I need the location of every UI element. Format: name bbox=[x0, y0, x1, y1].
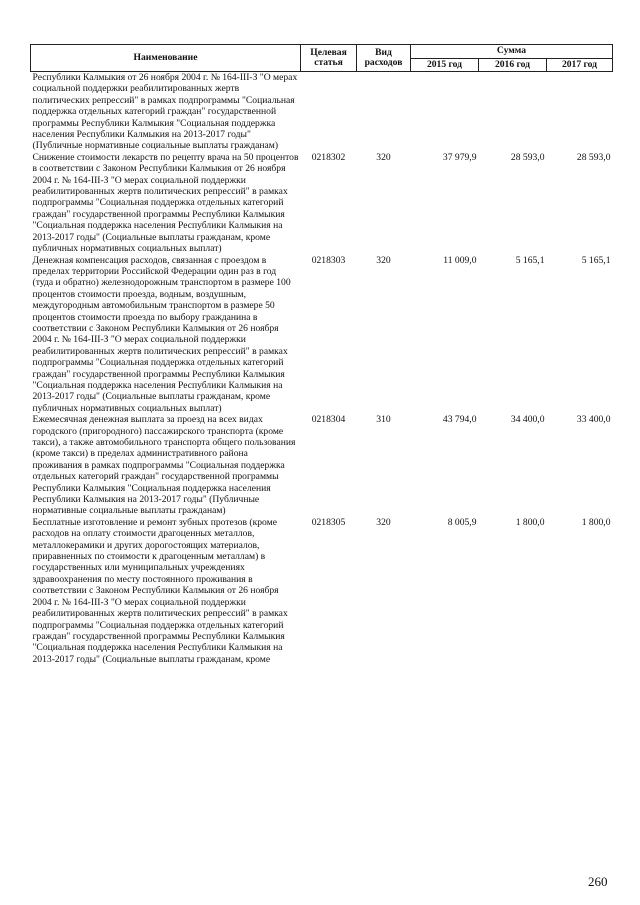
row-sum-2015 bbox=[411, 72, 479, 152]
row-sum-2017: 33 400,0 bbox=[576, 414, 611, 426]
row-expense-kind: 320 bbox=[376, 516, 391, 528]
row-sum-2015: 11 009,0 bbox=[443, 254, 477, 266]
table-row bbox=[31, 517, 613, 665]
row-name: Снижение стоимости лекарств по рецепту врача на 50 процентов в соответствии с Законом Республики Калмыкия от 26 ноября 2004 г. № 164-III-З "О мерах социальной поддержки реабилитированных жертв политических репрессий" в рамках подпрограммы "Социальная поддержка отдельных категорий граждан" государственной программы Республики Калмыкия "Социальная поддержка населения Республики Калмыкия на 2013-2017 годы" (Социальные выплаты гражданам, кроме публичных нормативных социальных выплат) bbox=[32, 151, 299, 255]
row-name: Ежемесячная денежная выплата за проезд на всех видах городского (пригородного) пассажирского транспорта (кроме такси), а также автомобильного транспорта общего пользования (кроме такси) в пределах административного района проживания в рамках подпрограммы "Социальная поддержка отдельных категорий граждан" государственной программы Республики Калмыкия "Социальная поддержка населения Республики Калмыкия на 2013-2017 годы" (Публичные нормативные социальные выплаты гражданам) bbox=[32, 414, 296, 517]
header-year-2017: 2017 год bbox=[547, 58, 613, 72]
row-target-article bbox=[301, 72, 357, 152]
row-sum-2017 bbox=[547, 72, 613, 152]
row-sum-2017: 28 593,0 bbox=[576, 151, 611, 163]
row-sum-2015: 8 005,9 bbox=[447, 516, 477, 528]
table-row bbox=[31, 152, 613, 255]
row-target-article: 0218303 bbox=[311, 254, 346, 266]
row-expense-kind bbox=[357, 72, 411, 152]
table-row bbox=[31, 255, 613, 415]
row-target-article: 0218304 bbox=[311, 414, 346, 426]
row-name: Денежная компенсация расходов, связанная с проездом в пределах территории Российской Федерации один раз в год (туда и обратно) железнодорожным транспортом в размере 100 процентов стоимости проезда, водным, воздушным, междугородным автомобильным транспортом в размере 50 процентов стоимости проезда по выбору гражданина в соответствии с Законом Республики Калмыкия от 26 ноября 2004 г. № 164-III-З "О мерах социальной поддержки реабилитированных жертв политических репрессий" в рамках подпрограммы "Социальная поддержка отдельных категорий граждан" государственной программы Республики Калмыкия "Социальная поддержка населения Республики Калмыкия на 2013-2017 годы" (Социальные выплаты гражданам, кроме публичных нормативных социальных выплат) bbox=[32, 254, 291, 414]
page-number: 260 bbox=[588, 874, 608, 889]
budget-table bbox=[30, 44, 613, 665]
row-name: Бесплатные изготовление и ремонт зубных протезов (кроме расходов на оплату стоимости драгоценных металлов, металлокерамики и других дорогостоящих материалов, приравненных по стоимости к драгоценным металлам) в государственных или муниципальных учреждениях здравоохранения по месту постоянного проживания в соответствии с Законом Республики Калмыкия от 26 ноября 2004 г. № 164-III-З "О мерах социальной поддержки реабилитированных жертв политических репрессий" в рамках подпрограммы "Социальная поддержка отдельных категорий граждан" государственной программы Республики Калмыкия "Социальная поддержка населения Республики Калмыкия на 2013-2017 годы" (Социальные выплаты гражданам, кроме bbox=[32, 516, 288, 665]
row-target-article: 0218305 bbox=[311, 516, 346, 528]
table-row bbox=[31, 72, 613, 152]
row-sum-2015: 37 979,9 bbox=[442, 151, 477, 163]
row-sum-2017: 5 165,1 bbox=[581, 254, 611, 266]
row-expense-kind: 320 bbox=[376, 254, 391, 266]
row-sum-2016: 34 400,0 bbox=[510, 414, 545, 426]
budget-table-sheet bbox=[30, 44, 612, 665]
row-sum-2016: 28 593,0 bbox=[510, 151, 545, 163]
row-expense-kind: 320 bbox=[376, 151, 391, 163]
header-name: Наименование bbox=[31, 45, 301, 72]
header-year-2016: 2016 год bbox=[479, 58, 547, 72]
header-expense-kind: Вид расходов bbox=[357, 45, 411, 72]
row-name: Республики Калмыкия от 26 ноября 2004 г. № 164-III-З "О мерах социальной поддержки реабилитированных жертв политических репрессий" в рамках подпрограммы "Социальная поддержка отдельных категорий граждан" государственной программы Республики Калмыкия "Социальная поддержка населения Республики Калмыкия на 2013-2017 годы" (Публичные нормативные социальные выплаты гражданам) bbox=[32, 72, 298, 152]
table-row bbox=[31, 414, 613, 517]
row-sum-2016: 5 165,1 bbox=[515, 254, 545, 266]
row-sum-2017: 1 800,0 bbox=[581, 516, 611, 528]
row-expense-kind: 310 bbox=[376, 414, 391, 426]
row-target-article: 0218302 bbox=[311, 151, 346, 163]
row-sum-2016: 1 800,0 bbox=[515, 516, 545, 528]
header-row bbox=[31, 45, 613, 59]
row-sum-2016 bbox=[479, 72, 547, 152]
header-target-article: Целевая статья bbox=[301, 45, 357, 72]
header-sum: Сумма bbox=[411, 45, 613, 59]
header-year-2015: 2015 год bbox=[411, 58, 479, 72]
row-sum-2015: 43 794,0 bbox=[442, 414, 477, 426]
